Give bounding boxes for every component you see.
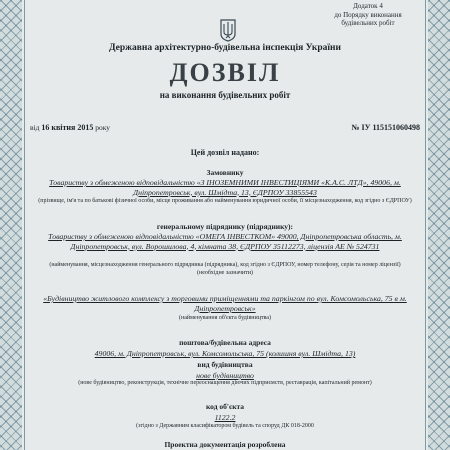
document-subtitle: на виконання будівельних робіт [159, 90, 291, 100]
annex-line-2: до Порядку виконання [334, 10, 402, 19]
border-line-right [425, 0, 426, 450]
border-line-left [24, 0, 25, 450]
permit-number: ІУ 115151060498 [361, 123, 420, 132]
construction-type-note: (нове будівництво, реконструкція, технічне переоснащення діючих підприємств, реставрація, капітальний ремонт) [78, 380, 372, 386]
object-value: «Будівництво житлового комплексу з торговими приміщеннями та паркінгом по вул. Комсомольська, 75 в м. Дніпропетровськ» [43, 294, 407, 313]
trident-icon [220, 18, 236, 42]
document-title: ДОЗВІЛ [169, 58, 281, 87]
issue-date-line [30, 123, 110, 132]
ornamental-border-left [0, 0, 22, 450]
address-value: 49006, м. Дніпропетровськ, вул. Комсомольська, 75 (колишня вул. Шмідта, 13) [94, 349, 356, 358]
contractor-heading: генеральному підряднику (підряднику): [156, 222, 294, 231]
contractor-value: Товариству з обмеженою відповідальністю «ОМЕГА ІНВЕСТКОМ» 49000, Дніпропетровська область, м. Дніпропетровськ, вул. Ворошилова, 4, кімната 38, ЄДРПОУ 35112273, ліцензія АЕ № 524731 [48, 232, 402, 251]
date-prefix: від [30, 123, 40, 132]
address-heading: поштова/будівельна адреса [179, 338, 271, 347]
object-code-value: 1122.2 [214, 413, 236, 422]
construction-type-value: нове будівництво [196, 371, 254, 380]
object-note: (найменування об'єкта будівництва) [179, 315, 271, 321]
issuing-authority: Державна архітектурно-будівельна інспекція України [109, 43, 341, 53]
contractor-note: (найменування, місцезнаходження генерального підрядника (підрядника), код згідно з ЄДРПОУ, номер телефону, серія та номер ліцензії) (необхідне зазначити) [49, 262, 401, 276]
date-suffix: року [95, 123, 111, 132]
object-code-note: (згідно з Державним класифікатором будівель та споруд ДК 018-2000 [136, 423, 314, 429]
object-code-heading: код об'єкта [205, 402, 245, 411]
ornamental-border-right [428, 0, 450, 450]
annex-line-3: будівельних робіт [341, 19, 395, 27]
permit-number-line [351, 123, 420, 132]
annex-line-1: Додаток 4 [353, 2, 383, 10]
customer-note: (прізвище, ім'я та по батькові фізичної особи, місце проживання або найменування юридичної особи, її місцезнаходження, код згідно з ЄДРПОУ) [38, 198, 412, 204]
document-content [30, 0, 420, 450]
annex-note [322, 2, 414, 28]
granted-to-heading: Цей дозвіл надано: [190, 148, 260, 157]
project-doc-heading: Проектна документація розроблена [164, 440, 286, 449]
customer-heading: Замовнику [206, 168, 244, 177]
number-label: № [351, 123, 360, 132]
customer-value: Товариству з обмеженою відповідальністю «З ІНОЗЕМНИМИ ІНВЕСТИЦІЯМИ «К.А.С. ЛТД», 49006, м. Дніпропетровськ, вул. Шмідта, 13, ЄДРПОУ 33855543 [49, 178, 401, 197]
issue-date: 16 квітня 2015 [41, 123, 94, 132]
construction-type-heading: вид будівництва [197, 360, 253, 369]
